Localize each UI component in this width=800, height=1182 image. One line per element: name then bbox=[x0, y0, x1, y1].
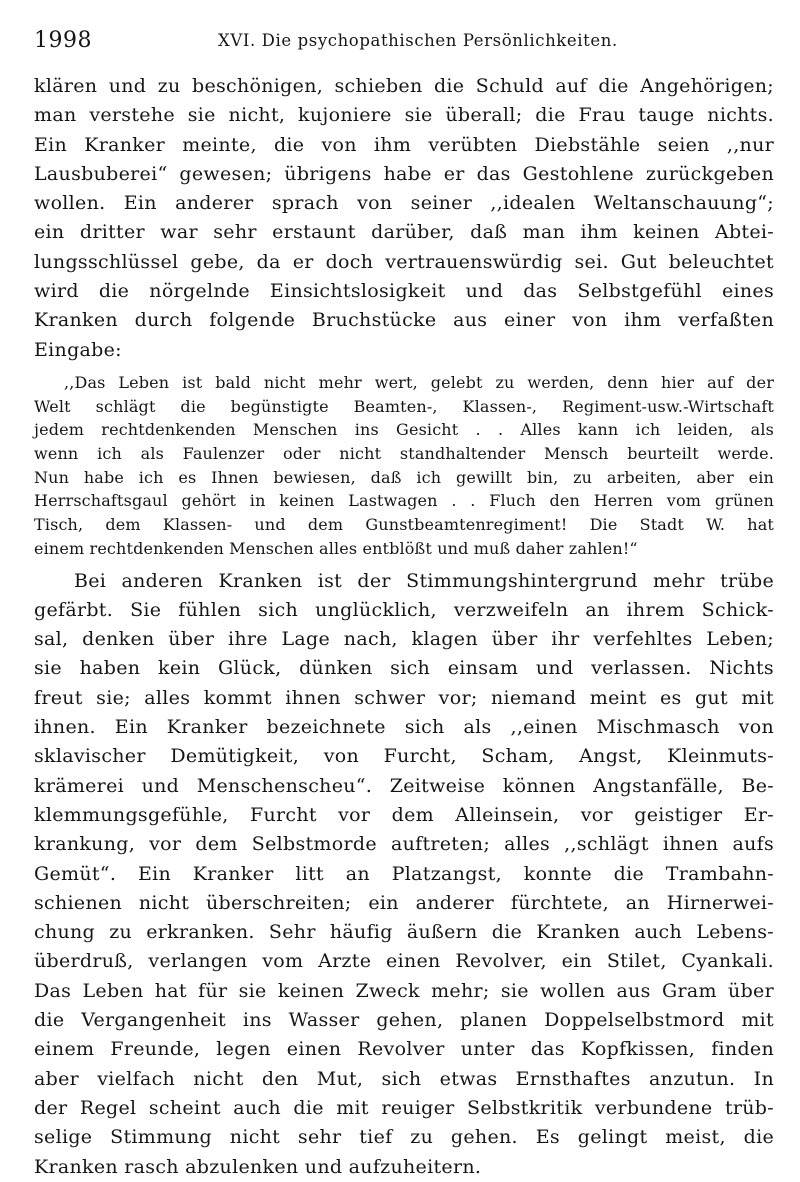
text-line: freut sie; alles kommt ihnen schwer vor; niemand meint es gut mit bbox=[34, 686, 774, 709]
text-line: Ein Kranker meinte, die von ihm verübten Diebstähle seien ,,nur bbox=[34, 133, 774, 156]
text-line: klemmungsgefühle, Furcht vor dem Alleinsein, vor geistiger Er- bbox=[34, 803, 774, 826]
quote-line: ,,Das Leben ist bald nicht mehr wert, gelebt zu werden, denn hier auf der bbox=[64, 372, 774, 392]
quote-line: wenn ich als Faulenzer oder nicht standhaltender Mensch beurteilt werde. bbox=[34, 444, 774, 464]
text-line: Lausbuberei“ gewesen; übrigens habe er das Gestohlene zurückgeben bbox=[34, 162, 774, 185]
text-line: ihnen. Ein Kranker bezeichnete sich als ,,einen Mischmasch von bbox=[34, 716, 774, 739]
text-line: krankung, vor dem Selbstmorde auftreten; alles ,,schlägt ihnen aufs bbox=[34, 833, 774, 856]
text-line: sklavischer Demütigkeit, von Furcht, Scham, Angst, Kleinmuts- bbox=[34, 745, 774, 768]
text-line: krämerei und Menschenscheu“. Zeitweise können Angstanfälle, Be- bbox=[34, 774, 774, 797]
text-line: klären und zu beschönigen, schieben die Schuld auf die Angehörigen; bbox=[34, 75, 774, 97]
text-line: selige Stimmung nicht sehr tief zu gehen. Es gelingt meist, die bbox=[34, 1126, 774, 1149]
text-line: sal, denken über ihre Lage nach, klagen über ihr verfehltes Leben; bbox=[34, 628, 774, 651]
text-line: Eingabe: bbox=[34, 338, 122, 361]
quote-line: jedem rechtdenkenden Menschen ins Gesicht . . Alles kann ich leiden, als bbox=[34, 420, 774, 440]
text-line: Kranken rasch abzulenken und aufzuheitern. bbox=[34, 1155, 482, 1178]
running-title: XVI. Die psychopathischen Persönlichkeiten. bbox=[218, 31, 618, 50]
quote-line: einem rechtdenkenden Menschen alles entblößt und muß daher zahlen!“ bbox=[34, 538, 638, 558]
text-line: wird die nörgelnde Einsichtslosigkeit und das Selbstgefühl eines bbox=[34, 280, 774, 303]
text-line: Das Leben hat für sie keinen Zweck mehr; sie wollen aus Gram über bbox=[34, 979, 774, 1002]
text-line: lungsschlüssel gebe, da er doch vertrauenswürdig sei. Gut beleuchtet bbox=[34, 250, 774, 273]
quote-line: Herrschaftsgaul gehört in keinen Lastwagen . . Fluch den Herren vom grünen bbox=[34, 491, 774, 511]
text-line: aber vielfach nicht den Mut, sich etwas Ernsthaftes anzutun. In bbox=[34, 1067, 774, 1090]
text-line: gefärbt. Sie fühlen sich unglücklich, verzweifeln an ihrem Schick- bbox=[34, 598, 774, 621]
block-quote bbox=[34, 371, 774, 561]
text-line: ein dritter war sehr erstaunt darüber, daß man ihm keinen Abtei- bbox=[34, 221, 774, 244]
text-line: Kranken durch folgende Bruchstücke aus einer von ihm verfaßten bbox=[34, 309, 774, 332]
paragraph-2 bbox=[34, 567, 774, 1182]
text-line: die Vergangenheit ins Wasser gehen, planen Doppelselbstmord mit bbox=[34, 1009, 774, 1032]
quote-line: Tisch, dem Klassen- und dem Gunstbeamtenregiment! Die Stadt W. hat bbox=[34, 515, 774, 535]
page-number: 1998 bbox=[34, 28, 92, 53]
text-line: Bei anderen Kranken ist der Stimmungshintergrund mehr trübe bbox=[74, 569, 774, 592]
text-line: wollen. Ein anderer sprach von seiner ,,idealen Weltanschauung“; bbox=[34, 192, 774, 215]
text-line: überdruß, verlangen vom Arzte einen Revolver, ein Stilet, Cyankali. bbox=[34, 950, 774, 973]
text-line: der Regel scheint auch die mit reuiger Selbstkritik verbundene trüb- bbox=[34, 1096, 774, 1119]
text-line: man verstehe sie nicht, kujoniere sie überall; die Frau tauge nichts. bbox=[34, 104, 774, 127]
text-line: einem Freunde, legen einen Revolver unter das Kopfkissen, finden bbox=[34, 1038, 774, 1061]
text-line: schienen nicht überschreiten; ein anderer fürchtete, an Hirnerwei- bbox=[34, 891, 774, 914]
paragraph-1 bbox=[34, 72, 774, 365]
text-line: Gemüt“. Ein Kranker litt an Platzangst, konnte die Trambahn- bbox=[34, 862, 774, 885]
quote-line: Nun habe ich es Ihnen bewiesen, daß ich gewillt bin, zu arbeiten, aber ein bbox=[34, 467, 774, 487]
page-header bbox=[34, 28, 774, 60]
text-line: chung zu erkranken. Sehr häufig äußern die Kranken auch Lebens- bbox=[34, 921, 774, 944]
text-line: sie haben kein Glück, dünken sich einsam und verlassen. Nichts bbox=[34, 657, 774, 680]
quote-line: Welt schlägt die begünstigte Beamten-, Klassen-, Regiment-usw.-Wirtschaft bbox=[34, 396, 774, 416]
page-body bbox=[34, 72, 774, 1182]
